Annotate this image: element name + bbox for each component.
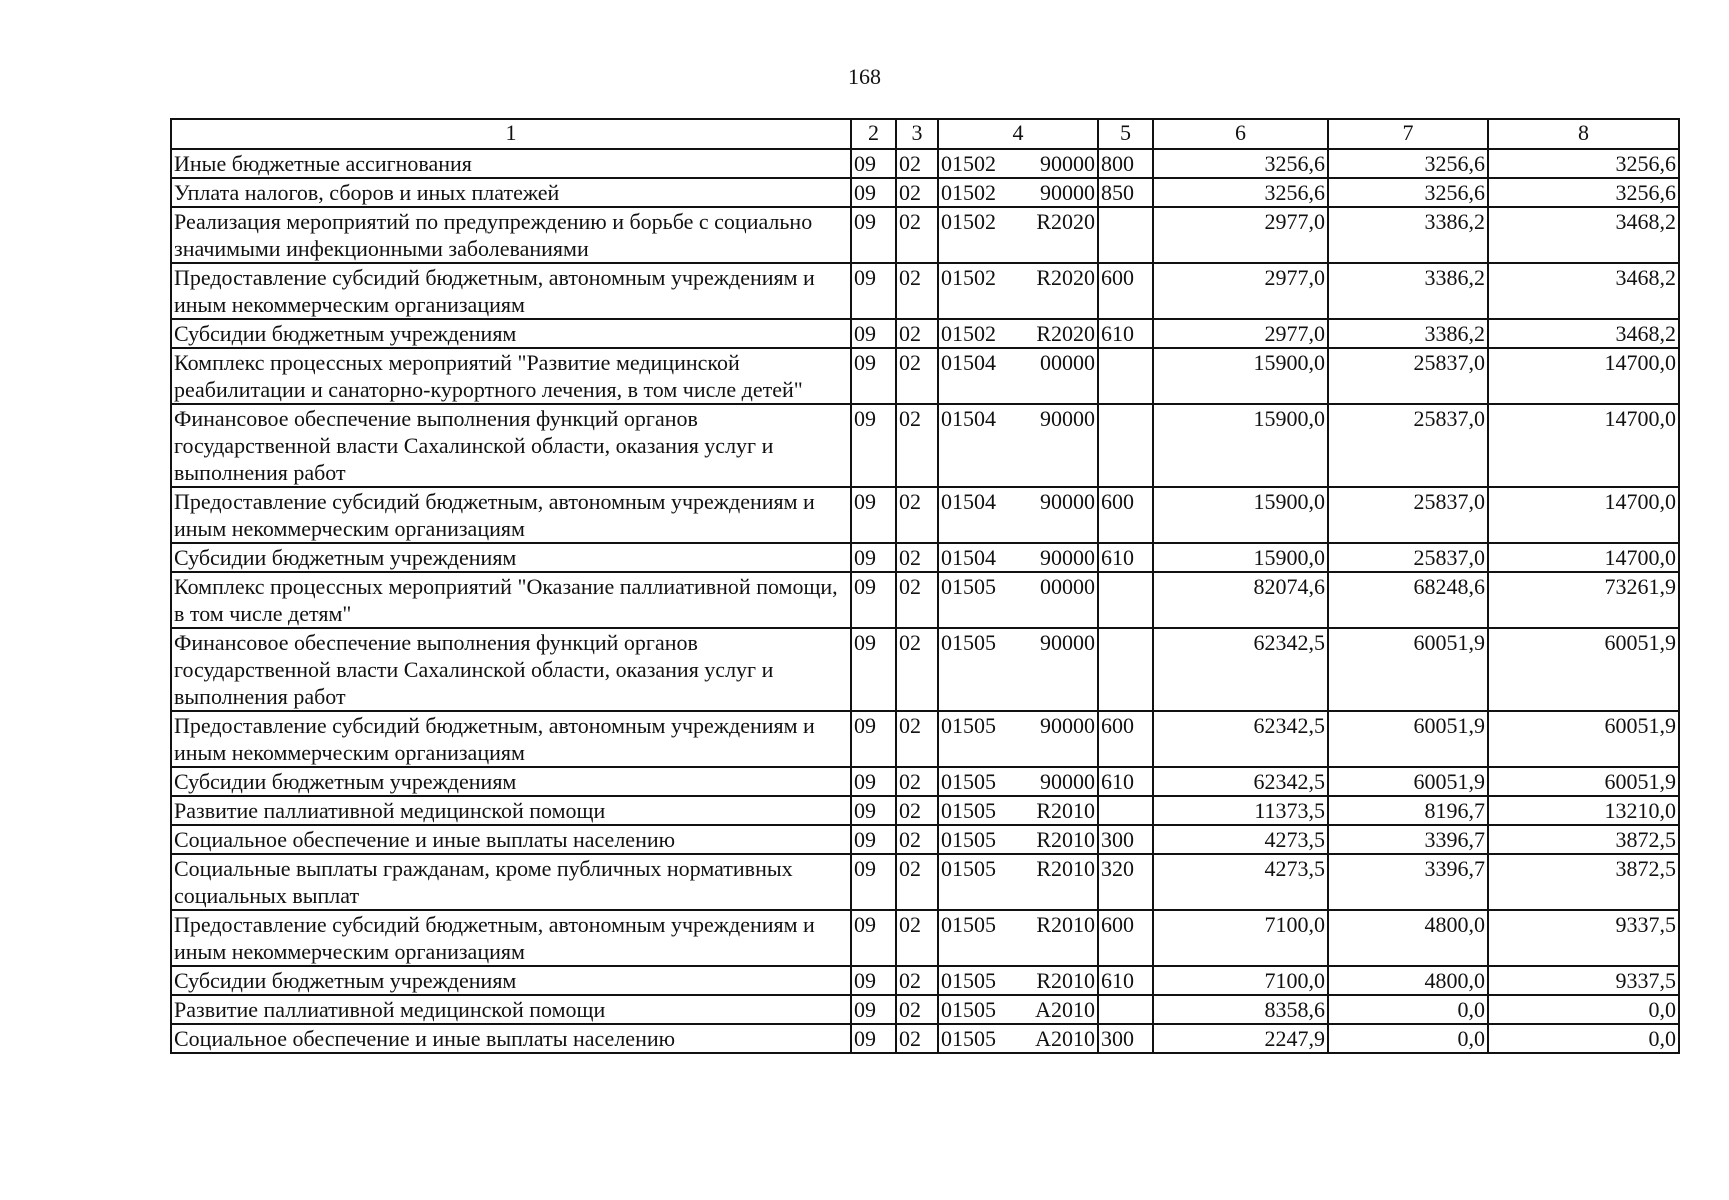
amount-col-6-cell: 62342,5: [1153, 711, 1328, 767]
chapter-code-cell: 09: [851, 796, 896, 825]
table-row: [171, 711, 1679, 767]
expense-type-cell: 600: [1098, 910, 1153, 966]
subchapter-code-cell: 02: [896, 910, 938, 966]
program-code: 01502: [941, 180, 996, 205]
direction-code: R2010: [1036, 912, 1095, 937]
amount-col-6-cell: 62342,5: [1153, 628, 1328, 711]
subchapter-code-cell: 02: [896, 711, 938, 767]
table-row: [171, 543, 1679, 572]
expense-type-cell: 610: [1098, 767, 1153, 796]
row-name-cell: Финансовое обеспечение выполнения функций органов государственной власти Сахалинской области, оказания услуг и выполнения работ: [171, 404, 851, 487]
table-row: [171, 628, 1679, 711]
amount-col-8-cell: 3872,5: [1488, 854, 1679, 910]
amount-col-8-cell: 14700,0: [1488, 348, 1679, 404]
table-header-row: [171, 119, 1679, 149]
chapter-code-cell: 09: [851, 825, 896, 854]
amount-col-6-cell: 3256,6: [1153, 149, 1328, 178]
subchapter-code-cell: 02: [896, 348, 938, 404]
chapter-code-cell: 09: [851, 572, 896, 628]
expense-type-cell: [1098, 207, 1153, 263]
direction-code: R2020: [1036, 321, 1095, 346]
chapter-code-cell: 09: [851, 178, 896, 207]
program-code: 01505: [941, 912, 996, 937]
program-code: 01505: [941, 1026, 996, 1051]
amount-col-8-cell: 13210,0: [1488, 796, 1679, 825]
expense-type-cell: [1098, 628, 1153, 711]
amount-col-7-cell: 25837,0: [1328, 487, 1488, 543]
table-row: [171, 319, 1679, 348]
program-code: 01505: [941, 968, 996, 993]
expense-type-cell: 610: [1098, 319, 1153, 348]
subchapter-code-cell: 02: [896, 149, 938, 178]
subchapter-code-cell: 02: [896, 825, 938, 854]
header-col-3: 3: [896, 119, 938, 149]
subchapter-code-cell: 02: [896, 628, 938, 711]
row-name-cell: Иные бюджетные ассигнования: [171, 149, 851, 178]
amount-col-8-cell: 14700,0: [1488, 543, 1679, 572]
header-col-4: 4: [938, 119, 1098, 149]
direction-code: 90000: [1040, 180, 1095, 205]
amount-col-8-cell: 9337,5: [1488, 966, 1679, 995]
program-code: 01504: [941, 350, 996, 375]
subchapter-code-cell: 02: [896, 1024, 938, 1053]
target-article-cell: [938, 995, 1098, 1024]
amount-col-7-cell: 25837,0: [1328, 543, 1488, 572]
row-name-cell: Реализация мероприятий по предупреждению и борьбе с социально значимыми инфекционными заболеваниями: [171, 207, 851, 263]
amount-col-7-cell: 60051,9: [1328, 711, 1488, 767]
amount-col-7-cell: 60051,9: [1328, 628, 1488, 711]
chapter-code-cell: 09: [851, 995, 896, 1024]
target-article-cell: [938, 149, 1098, 178]
amount-col-7-cell: 3396,7: [1328, 854, 1488, 910]
amount-col-6-cell: 15900,0: [1153, 404, 1328, 487]
amount-col-8-cell: 3468,2: [1488, 207, 1679, 263]
row-name-cell: Развитие паллиативной медицинской помощи: [171, 995, 851, 1024]
row-name-cell: Социальное обеспечение и иные выплаты населению: [171, 825, 851, 854]
chapter-code-cell: 09: [851, 966, 896, 995]
amount-col-6-cell: 82074,6: [1153, 572, 1328, 628]
amount-col-8-cell: 3468,2: [1488, 263, 1679, 319]
amount-col-7-cell: 4800,0: [1328, 910, 1488, 966]
amount-col-6-cell: 15900,0: [1153, 348, 1328, 404]
table-row: [171, 572, 1679, 628]
target-article-cell: [938, 263, 1098, 319]
amount-col-8-cell: 73261,9: [1488, 572, 1679, 628]
amount-col-8-cell: 0,0: [1488, 995, 1679, 1024]
direction-code: R2010: [1036, 856, 1095, 881]
amount-col-7-cell: 3386,2: [1328, 319, 1488, 348]
direction-code: 00000: [1040, 350, 1095, 375]
target-article-cell: [938, 796, 1098, 825]
target-article-cell: [938, 348, 1098, 404]
amount-col-8-cell: 3256,6: [1488, 178, 1679, 207]
chapter-code-cell: 09: [851, 910, 896, 966]
table-row: [171, 767, 1679, 796]
row-name-cell: Субсидии бюджетным учреждениям: [171, 966, 851, 995]
amount-col-8-cell: 14700,0: [1488, 487, 1679, 543]
expense-type-cell: [1098, 796, 1153, 825]
expense-type-cell: 850: [1098, 178, 1153, 207]
target-article-cell: [938, 767, 1098, 796]
direction-code: R2010: [1036, 827, 1095, 852]
subchapter-code-cell: 02: [896, 767, 938, 796]
row-name-cell: Развитие паллиативной медицинской помощи: [171, 796, 851, 825]
program-code: 01502: [941, 151, 996, 176]
program-code: 01505: [941, 713, 996, 738]
chapter-code-cell: 09: [851, 767, 896, 796]
table-row: [171, 910, 1679, 966]
amount-col-7-cell: 3386,2: [1328, 207, 1488, 263]
amount-col-8-cell: 60051,9: [1488, 628, 1679, 711]
row-name-cell: Субсидии бюджетным учреждениям: [171, 767, 851, 796]
header-col-6: 6: [1153, 119, 1328, 149]
row-name-cell: Субсидии бюджетным учреждениям: [171, 319, 851, 348]
amount-col-6-cell: 2977,0: [1153, 263, 1328, 319]
chapter-code-cell: 09: [851, 854, 896, 910]
subchapter-code-cell: 02: [896, 178, 938, 207]
expense-type-cell: 600: [1098, 711, 1153, 767]
table-row: [171, 995, 1679, 1024]
row-name-cell: Социальное обеспечение и иные выплаты населению: [171, 1024, 851, 1053]
target-article-cell: [938, 1024, 1098, 1053]
chapter-code-cell: 09: [851, 543, 896, 572]
direction-code: 90000: [1040, 151, 1095, 176]
program-code: 01502: [941, 209, 996, 234]
target-article-cell: [938, 628, 1098, 711]
amount-col-7-cell: 8196,7: [1328, 796, 1488, 825]
amount-col-8-cell: 3256,6: [1488, 149, 1679, 178]
expense-type-cell: 800: [1098, 149, 1153, 178]
chapter-code-cell: 09: [851, 628, 896, 711]
amount-col-6-cell: 3256,6: [1153, 178, 1328, 207]
table-body: [171, 149, 1679, 1053]
direction-code: 00000: [1040, 574, 1095, 599]
direction-code: 90000: [1040, 545, 1095, 570]
amount-col-6-cell: 7100,0: [1153, 910, 1328, 966]
target-article-cell: [938, 854, 1098, 910]
target-article-cell: [938, 207, 1098, 263]
direction-code: A2010: [1035, 997, 1095, 1022]
table-row: [171, 487, 1679, 543]
expense-type-cell: 300: [1098, 1024, 1153, 1053]
expense-type-cell: 610: [1098, 543, 1153, 572]
direction-code: A2010: [1035, 1026, 1095, 1051]
target-article-cell: [938, 711, 1098, 767]
amount-col-8-cell: 3468,2: [1488, 319, 1679, 348]
row-name-cell: Предоставление субсидий бюджетным, автономным учреждениям и иным некоммерческим организациям: [171, 711, 851, 767]
amount-col-7-cell: 3256,6: [1328, 149, 1488, 178]
table-row: [171, 796, 1679, 825]
table-row: [171, 825, 1679, 854]
amount-col-6-cell: 2977,0: [1153, 207, 1328, 263]
direction-code: R2020: [1036, 265, 1095, 290]
target-article-cell: [938, 404, 1098, 487]
direction-code: R2020: [1036, 209, 1095, 234]
target-article-cell: [938, 543, 1098, 572]
subchapter-code-cell: 02: [896, 319, 938, 348]
budget-table: [170, 118, 1680, 1054]
header-col-7: 7: [1328, 119, 1488, 149]
subchapter-code-cell: 02: [896, 404, 938, 487]
amount-col-8-cell: 3872,5: [1488, 825, 1679, 854]
program-code: 01505: [941, 574, 996, 599]
header-col-5: 5: [1098, 119, 1153, 149]
program-code: 01505: [941, 630, 996, 655]
chapter-code-cell: 09: [851, 1024, 896, 1053]
amount-col-8-cell: 9337,5: [1488, 910, 1679, 966]
target-article-cell: [938, 966, 1098, 995]
chapter-code-cell: 09: [851, 711, 896, 767]
page-number: 168: [848, 64, 881, 89]
target-article-cell: [938, 319, 1098, 348]
row-name-cell: Социальные выплаты гражданам, кроме публичных нормативных социальных выплат: [171, 854, 851, 910]
expense-type-cell: 320: [1098, 854, 1153, 910]
program-code: 01505: [941, 769, 996, 794]
program-code: 01504: [941, 406, 996, 431]
program-code: 01504: [941, 545, 996, 570]
direction-code: R2010: [1036, 968, 1095, 993]
table-row: [171, 1024, 1679, 1053]
chapter-code-cell: 09: [851, 487, 896, 543]
row-name-cell: Уплата налогов, сборов и иных платежей: [171, 178, 851, 207]
program-code: 01504: [941, 489, 996, 514]
target-article-cell: [938, 572, 1098, 628]
expense-type-cell: 610: [1098, 966, 1153, 995]
amount-col-8-cell: 0,0: [1488, 1024, 1679, 1053]
chapter-code-cell: 09: [851, 348, 896, 404]
program-code: 01502: [941, 321, 996, 346]
chapter-code-cell: 09: [851, 404, 896, 487]
program-code: 01505: [941, 827, 996, 852]
row-name-cell: Предоставление субсидий бюджетным, автономным учреждениям и иным некоммерческим организациям: [171, 263, 851, 319]
subchapter-code-cell: 02: [896, 995, 938, 1024]
table-row: [171, 178, 1679, 207]
amount-col-7-cell: 3396,7: [1328, 825, 1488, 854]
table-row: [171, 404, 1679, 487]
subchapter-code-cell: 02: [896, 966, 938, 995]
amount-col-6-cell: 8358,6: [1153, 995, 1328, 1024]
chapter-code-cell: 09: [851, 207, 896, 263]
subchapter-code-cell: 02: [896, 854, 938, 910]
amount-col-6-cell: 4273,5: [1153, 825, 1328, 854]
chapter-code-cell: 09: [851, 149, 896, 178]
direction-code: 90000: [1040, 713, 1095, 738]
direction-code: 90000: [1040, 406, 1095, 431]
amount-col-7-cell: 0,0: [1328, 995, 1488, 1024]
direction-code: 90000: [1040, 630, 1095, 655]
amount-col-8-cell: 14700,0: [1488, 404, 1679, 487]
amount-col-6-cell: 11373,5: [1153, 796, 1328, 825]
table-row: [171, 263, 1679, 319]
amount-col-7-cell: 3256,6: [1328, 178, 1488, 207]
row-name-cell: Предоставление субсидий бюджетным, автономным учреждениям и иным некоммерческим организациям: [171, 487, 851, 543]
amount-col-6-cell: 4273,5: [1153, 854, 1328, 910]
row-name-cell: Предоставление субсидий бюджетным, автономным учреждениям и иным некоммерческим организациям: [171, 910, 851, 966]
row-name-cell: Субсидии бюджетным учреждениям: [171, 543, 851, 572]
amount-col-7-cell: 25837,0: [1328, 404, 1488, 487]
amount-col-7-cell: 0,0: [1328, 1024, 1488, 1053]
table-row: [171, 207, 1679, 263]
subchapter-code-cell: 02: [896, 572, 938, 628]
target-article-cell: [938, 178, 1098, 207]
amount-col-7-cell: 60051,9: [1328, 767, 1488, 796]
row-name-cell: Финансовое обеспечение выполнения функций органов государственной власти Сахалинской области, оказания услуг и выполнения работ: [171, 628, 851, 711]
direction-code: R2010: [1036, 798, 1095, 823]
expense-type-cell: [1098, 572, 1153, 628]
chapter-code-cell: 09: [851, 319, 896, 348]
target-article-cell: [938, 825, 1098, 854]
expense-type-cell: [1098, 348, 1153, 404]
program-code: 01505: [941, 798, 996, 823]
amount-col-7-cell: 25837,0: [1328, 348, 1488, 404]
program-code: 01502: [941, 265, 996, 290]
table-row: [171, 149, 1679, 178]
direction-code: 90000: [1040, 769, 1095, 794]
table-row: [171, 854, 1679, 910]
amount-col-6-cell: 7100,0: [1153, 966, 1328, 995]
amount-col-8-cell: 60051,9: [1488, 767, 1679, 796]
amount-col-6-cell: 2977,0: [1153, 319, 1328, 348]
subchapter-code-cell: 02: [896, 263, 938, 319]
subchapter-code-cell: 02: [896, 487, 938, 543]
direction-code: 90000: [1040, 489, 1095, 514]
header-col-2: 2: [851, 119, 896, 149]
expense-type-cell: [1098, 404, 1153, 487]
expense-type-cell: [1098, 995, 1153, 1024]
program-code: 01505: [941, 997, 996, 1022]
amount-col-7-cell: 4800,0: [1328, 966, 1488, 995]
target-article-cell: [938, 910, 1098, 966]
row-name-cell: Комплекс процессных мероприятий "Развитие медицинской реабилитации и санаторно-курортного лечения, в том числе детей": [171, 348, 851, 404]
chapter-code-cell: 09: [851, 263, 896, 319]
program-code: 01505: [941, 856, 996, 881]
amount-col-6-cell: 15900,0: [1153, 487, 1328, 543]
expense-type-cell: 600: [1098, 487, 1153, 543]
amount-col-7-cell: 3386,2: [1328, 263, 1488, 319]
header-col-8: 8: [1488, 119, 1679, 149]
amount-col-7-cell: 68248,6: [1328, 572, 1488, 628]
subchapter-code-cell: 02: [896, 207, 938, 263]
subchapter-code-cell: 02: [896, 796, 938, 825]
amount-col-6-cell: 2247,9: [1153, 1024, 1328, 1053]
table-row: [171, 348, 1679, 404]
target-article-cell: [938, 487, 1098, 543]
amount-col-6-cell: 15900,0: [1153, 543, 1328, 572]
expense-type-cell: 600: [1098, 263, 1153, 319]
expense-type-cell: 300: [1098, 825, 1153, 854]
amount-col-8-cell: 60051,9: [1488, 711, 1679, 767]
row-name-cell: Комплекс процессных мероприятий "Оказание паллиативной помощи, в том числе детям": [171, 572, 851, 628]
subchapter-code-cell: 02: [896, 543, 938, 572]
header-col-1: 1: [171, 119, 851, 149]
amount-col-6-cell: 62342,5: [1153, 767, 1328, 796]
table-row: [171, 966, 1679, 995]
